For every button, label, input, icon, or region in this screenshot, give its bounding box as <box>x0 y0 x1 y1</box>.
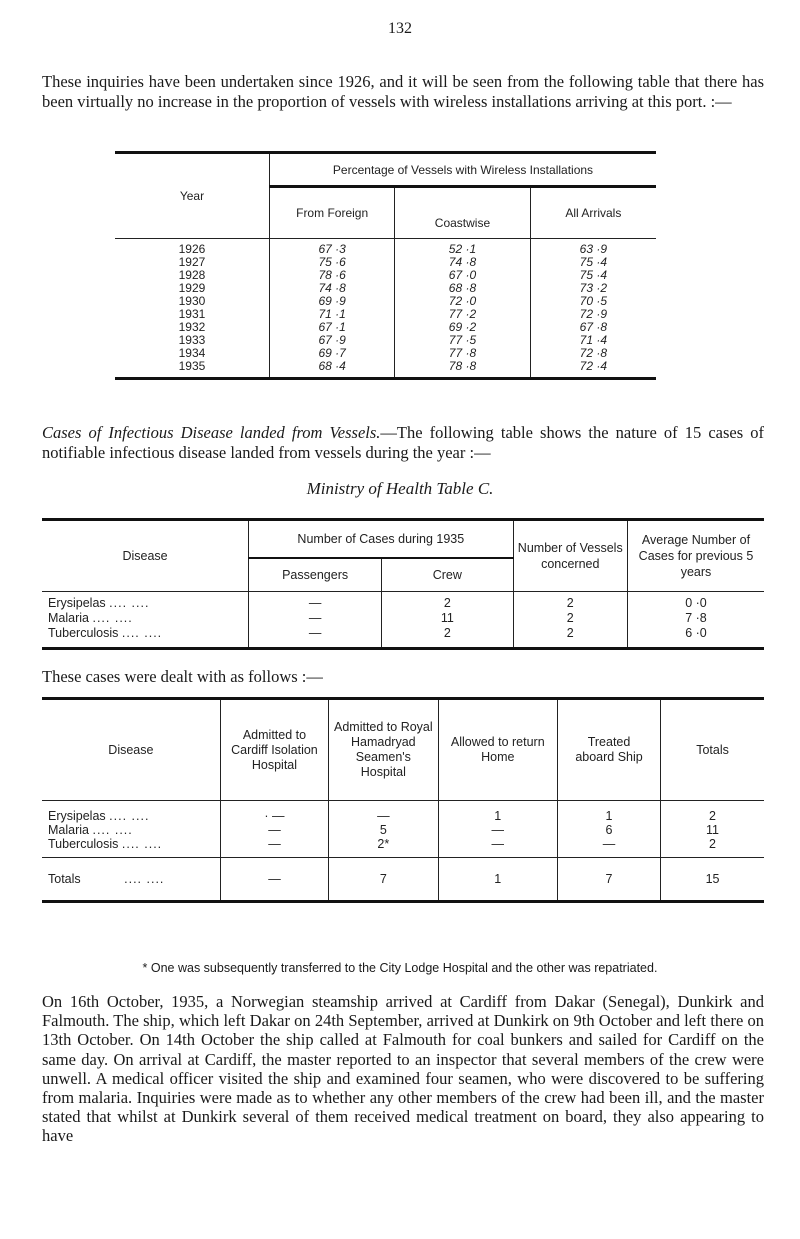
table-row <box>42 837 764 858</box>
disposal-table <box>42 697 764 903</box>
year-cell: 1930 <box>115 295 269 308</box>
year-cell: 1935 <box>115 360 269 379</box>
total-cell: 2 <box>661 801 764 824</box>
total-cell: 11 <box>661 823 764 837</box>
cardiff-cell: — <box>220 823 328 837</box>
coastwise-header: Coastwise <box>395 187 530 239</box>
footnote: * One was subsequently transferred to the City Lodge Hospital and the other was repatriated. <box>142 961 658 975</box>
passengers-cell: — <box>249 626 382 649</box>
coastwise-cell: 74 ·8 <box>395 256 530 269</box>
royal-total-cell: 7 <box>329 858 438 902</box>
cardiff-cell: — <box>220 837 328 858</box>
disease-cell: Tuberculosis .... .... <box>42 626 249 649</box>
section-heading: Cases of Infectious Disease landed from Vessels. <box>42 423 381 442</box>
foreign-cell: 67 ·3 <box>269 239 394 257</box>
infectious-disease-paragraph <box>42 423 764 462</box>
vessels-cell: 2 <box>513 592 627 612</box>
total-cell: 2 <box>661 837 764 858</box>
passengers-cell: — <box>249 611 382 626</box>
totals-row <box>42 858 764 902</box>
passengers-header: Passengers <box>249 558 382 592</box>
average-header: Average Number of Cases for previous 5 years <box>628 520 765 592</box>
year-cell: 1928 <box>115 269 269 282</box>
crew-header: Crew <box>382 558 513 592</box>
year-cell: 1932 <box>115 321 269 334</box>
coastwise-cell: 78 ·8 <box>395 360 530 379</box>
coastwise-cell: 72 ·0 <box>395 295 530 308</box>
disease-cell: Erysipelas .... .... <box>42 801 220 824</box>
page-number: 132 <box>388 20 412 37</box>
foreign-cell: 69 ·7 <box>269 347 394 360</box>
cardiff-total-cell: — <box>220 858 328 902</box>
year-cell: 1933 <box>115 334 269 347</box>
table-row <box>42 801 764 824</box>
home-cell: 1 <box>438 801 557 824</box>
average-cell: 7 ·8 <box>628 611 765 626</box>
ministry-table-c <box>42 518 764 650</box>
all-cell: 75 ·4 <box>530 256 656 269</box>
year-cell: 1927 <box>115 256 269 269</box>
foreign-cell: 71 ·1 <box>269 308 394 321</box>
treated-aboard-header: Treated aboard Ship <box>558 699 661 801</box>
royal-cell: — <box>329 801 438 824</box>
foreign-cell: 67 ·1 <box>269 321 394 334</box>
cases-group-header: Number of Cases during 1935 <box>249 520 513 558</box>
home-total-cell: 1 <box>438 858 557 902</box>
all-cell: 72 ·9 <box>530 308 656 321</box>
totals-label-cell: Totals .... .... <box>42 858 220 902</box>
coastwise-cell: 52 ·1 <box>395 239 530 257</box>
intro-paragraph: These inquiries have been undertaken since 1926, and it will be seen from the following table that there has been virtually no increase in the proportion of vessels with wireless installations arriving at this port. :— <box>42 72 764 111</box>
disease-cell: Malaria .... .... <box>42 823 220 837</box>
coastwise-cell: 68 ·8 <box>395 282 530 295</box>
all-cell: 63 ·9 <box>530 239 656 257</box>
return-home-header: Allowed to return Home <box>438 699 557 801</box>
disease-header: Disease <box>42 699 220 801</box>
grand-total-cell: 15 <box>661 858 764 902</box>
all-cell: 73 ·2 <box>530 282 656 295</box>
from-foreign-header: From Foreign <box>269 187 394 239</box>
average-cell: 0 ·0 <box>628 592 765 612</box>
home-cell: — <box>438 837 557 858</box>
crew-cell: 11 <box>382 611 513 626</box>
section-text: —The following table shows the nature of 15 cases of notifiable infectious disease landed from vessels during the year :— <box>42 423 764 462</box>
royal-cell: 5 <box>329 823 438 837</box>
crew-cell: 2 <box>382 626 513 649</box>
year-cell: 1926 <box>115 239 269 257</box>
treated-total-cell: 7 <box>558 858 661 902</box>
percentage-group-header: Percentage of Vessels with Wireless Installations <box>269 153 656 187</box>
cardiff-hospital-header: Admitted to Cardiff Isolation Hospital <box>220 699 328 801</box>
table-row <box>42 611 764 626</box>
all-cell: 72 ·4 <box>530 360 656 379</box>
disease-header: Disease <box>42 520 249 592</box>
foreign-cell: 78 ·6 <box>269 269 394 282</box>
table-row <box>115 360 656 379</box>
passengers-cell: — <box>249 592 382 612</box>
coastwise-cell: 77 ·2 <box>395 308 530 321</box>
coastwise-cell: 67 ·0 <box>395 269 530 282</box>
disease-cell: Tuberculosis .... .... <box>42 837 220 858</box>
table-row <box>42 823 764 837</box>
foreign-cell: 75 ·6 <box>269 256 394 269</box>
coastwise-cell: 77 ·8 <box>395 347 530 360</box>
crew-cell: 2 <box>382 592 513 612</box>
table-row <box>115 239 656 257</box>
royal-cell: 2* <box>329 837 438 858</box>
vessels-cell: 2 <box>513 611 627 626</box>
year-cell: 1929 <box>115 282 269 295</box>
dealt-with-text: These cases were dealt with as follows :— <box>42 667 323 686</box>
home-cell: — <box>438 823 557 837</box>
foreign-cell: 67 ·9 <box>269 334 394 347</box>
year-cell: 1934 <box>115 347 269 360</box>
year-cell: 1931 <box>115 308 269 321</box>
vessels-cell: 2 <box>513 626 627 649</box>
ministry-table-title: Ministry of Health Table C. <box>306 479 494 498</box>
treated-cell: — <box>558 837 661 858</box>
wireless-percentage-table <box>115 151 656 380</box>
all-cell: 67 ·8 <box>530 321 656 334</box>
all-cell: 72 ·8 <box>530 347 656 360</box>
coastwise-cell: 77 ·5 <box>395 334 530 347</box>
all-cell: 70 ·5 <box>530 295 656 308</box>
disease-cell: Erysipelas .... .... <box>42 592 249 612</box>
foreign-cell: 69 ·9 <box>269 295 394 308</box>
treated-cell: 1 <box>558 801 661 824</box>
average-cell: 6 ·0 <box>628 626 765 649</box>
cardiff-cell: · — <box>220 801 328 824</box>
coastwise-cell: 69 ·2 <box>395 321 530 334</box>
totals-header: Totals <box>661 699 764 801</box>
final-paragraph: On 16th October, 1935, a Norwegian steamship arrived at Cardiff from Dakar (Senegal), Dunkirk and Falmouth. The ship, which left Dakar on 24th September, arrived at Dunkirk on 9th October and left there on 13th October. On 14th October the ship called at Falmouth for coal bunkers and sailed for Cardiff on the same day. On arrival at Cardiff, the master reported to an inspector that several members of the crew were unwell. A medical officer visited the ship and examined four seamen, who were discovered to be suffering from malaria. Inquiries were made as to whether any other members of the crew had been ill, and the master stated that whilst at Dunkirk several of them received medical treatment on board, they also appearing to have <box>42 992 764 1146</box>
year-header: Year <box>115 153 269 239</box>
table-row <box>42 626 764 649</box>
table-row <box>42 592 764 612</box>
royal-hamadryad-header: Admitted to Royal Hamadryad Seamen's Hospital <box>329 699 438 801</box>
all-cell: 71 ·4 <box>530 334 656 347</box>
treated-cell: 6 <box>558 823 661 837</box>
all-cell: 75 ·4 <box>530 269 656 282</box>
foreign-cell: 68 ·4 <box>269 360 394 379</box>
disease-cell: Malaria .... .... <box>42 611 249 626</box>
vessels-header: Number of Vessels concerned <box>513 520 627 592</box>
foreign-cell: 74 ·8 <box>269 282 394 295</box>
all-arrivals-header: All Arrivals <box>530 187 656 239</box>
